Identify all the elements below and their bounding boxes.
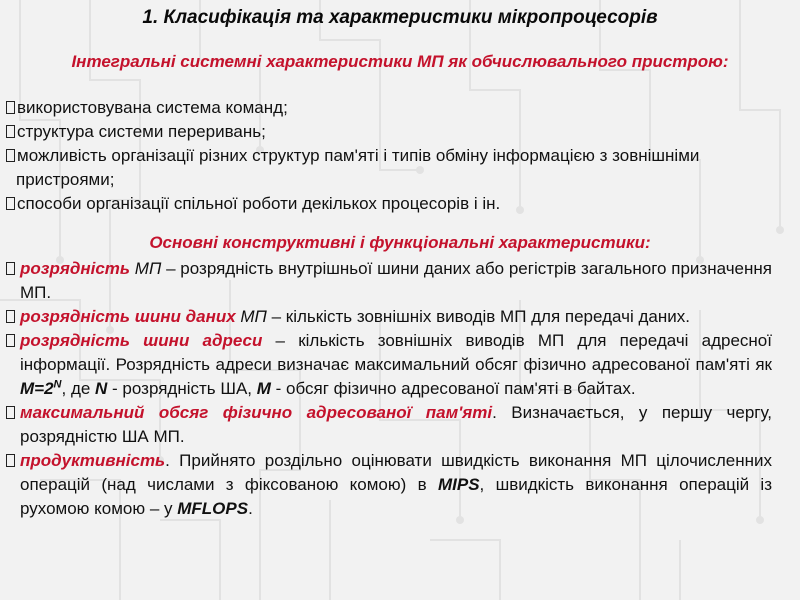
square-bullet-icon — [6, 262, 15, 275]
list-item: використовувана система команд; — [6, 96, 782, 120]
term: розрядність шини даних — [20, 307, 236, 326]
main-characteristics-list — [6, 257, 772, 521]
square-bullet-icon — [6, 101, 15, 114]
square-bullet-icon — [6, 454, 15, 467]
integral-characteristics-list — [6, 96, 782, 216]
list-item-word-size: розрядність МП – розрядність внутрішньої шини даних або регістрів загального призначення МП. — [6, 257, 772, 305]
list-item-address-bus-width: розрядність шини адреси – кількість зовнішніх виводів МП для передачі адресної інформації. Розрядність адреси визначає максимальний обсяг фізично адресованої пам'яті як $M=2^N$, де N - розрядність ША, M - обсяг фізично адресованої пам'яті в байтах. — [6, 329, 772, 401]
unit-mflops: MFLOPS — [177, 499, 249, 518]
term: розрядність — [20, 259, 131, 278]
list-item: способи організації спільної роботи декількох процесорів і ін. — [6, 192, 782, 216]
list-item-data-bus-width: розрядність шини даних МП – кількість зовнішніх виводів МП для передачі даних. — [6, 305, 772, 329]
square-bullet-icon — [6, 406, 15, 419]
square-bullet-icon — [6, 197, 15, 210]
square-bullet-icon — [6, 125, 15, 138]
square-bullet-icon — [6, 334, 15, 347]
formula: $M=2^N$ — [20, 378, 62, 398]
square-bullet-icon — [6, 310, 15, 323]
main-characteristics-heading: Основні конструктивні і функціональні характеристики: — [149, 233, 651, 252]
list-item-max-memory: максимальний обсяг фізично адресованої пам'яті. Визначається, у першу чергу, розрядністю ША МП. — [6, 401, 772, 449]
term: максимальний обсяг фізично адресованої пам'яті — [20, 403, 493, 422]
list-item-performance: продуктивність. Прийнято роздільно оцінювати швидкість виконання МП цілочисленних операцій (над числами з фіксованою комою) в MIPS, швидкість виконання операцій із рухомою комою – у MFLOPS. — [6, 449, 772, 521]
slide-title: 1. Класифікація та характеристики мікропроцесорів — [142, 7, 658, 28]
list-item: можливість організації різних структур пам'яті і типів обміну інформацією з зовнішніми пристроями; — [6, 144, 782, 192]
unit-mips: MIPS — [437, 475, 480, 494]
term: розрядність шини адреси — [20, 331, 263, 350]
integral-characteristics-heading: Інтегральні системні характеристики МП як обчислювального пристрою: — [71, 52, 729, 71]
square-bullet-icon — [6, 149, 15, 162]
list-item: структура системи переривань; — [6, 120, 782, 144]
term: продуктивність — [20, 451, 166, 470]
